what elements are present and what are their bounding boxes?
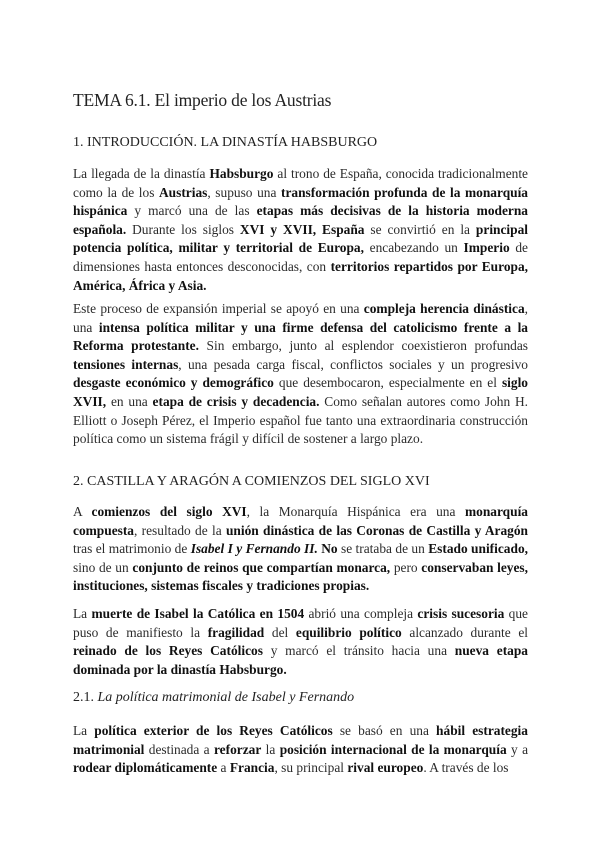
emphasis-text: Francia [229,760,275,776]
body-text: La llegada de la dinastía [73,166,210,181]
body-text: que puso de manifiesto la [73,606,528,640]
body-text: , una [73,301,528,335]
body-text: que desembocaron, especialmente en el [273,375,502,391]
emphasis-text: equilibrio político [295,624,402,640]
body-text: a [217,760,230,776]
emphasis-text: crisis sucesoria [417,606,505,621]
body-text: , la Monarquía Hispánica era una [246,504,465,519]
emphasis-text: Austrias [159,184,208,200]
body-text: se basó en una [332,723,437,738]
subsection-number: 2.1. [73,690,94,705]
body-text: y marcó el tránsito hacia una [262,643,455,659]
emphasis-text: política exterior de los Reyes Católicos [94,723,333,738]
paragraph-introduction-2 [73,300,528,449]
emphasis-text: rodear diplomáticamente [73,760,218,776]
body-text: . A través de los [423,760,509,776]
body-text: , resultado de la [134,522,226,538]
body-text: Como señalan autores como John H. Elliott o Joseph Pérez, el Imperio español fue tanto una extraordinaria construcción política como un sistema frágil y difícil de sostener a largo plazo. [73,393,528,447]
emphasis-text: intensa política militar y una firme defensa del catolicismo frente a la Reforma protestante. [73,319,529,354]
emphasis-text: No [321,541,338,557]
emphasis-text: XVI y XVII, España [239,221,365,237]
body-text: alcanzado durante el [401,624,528,640]
body-text: Sin embargo, junto al esplendor coexistieron profundas [198,338,529,354]
subsection-heading-politica-matrimonial [73,690,354,706]
body-text: se trataba de un [337,541,429,557]
emphasis-text: fragilidad [207,624,265,640]
emphasis-text: conjunto de reinos que compartían monarca, [132,559,391,575]
body-text: en una [106,393,153,409]
subsection-title: La política matrimonial de Isabel y Fernando [97,690,355,705]
body-text: y a [506,741,529,757]
body-text: destinada a [144,741,214,757]
emphasis-text: principal potencia política, militar y territorial de Europa, [73,221,529,256]
paragraph-introduction-1 [73,165,528,295]
body-text: sino de un [73,559,133,575]
emphasis-text: hábil estrategia matrimonial [73,723,528,757]
emphasis-text: tensiones internas [73,356,179,372]
body-text: del [264,624,296,640]
paragraph-castilla-aragon-1 [73,503,528,596]
emphasis-text: posición internacional de la monarquía [279,741,507,757]
paragraph-castilla-aragon-2 [73,605,528,679]
section-heading-castilla-aragon: 2. CASTILLA Y ARAGÓN A COMIENZOS DEL SIGLO XVI [73,474,430,489]
body-text: Este proceso de expansión imperial se apoyó en una [73,301,364,316]
emphasis-text: rival europeo [347,760,424,776]
emphasis-text: reinado de los Reyes Católicos [73,643,263,659]
body-text: , su principal [274,760,348,776]
body-text: se convirtió en la [364,221,476,237]
body-text: abrió una compleja [304,606,418,621]
emphasis-text: etapa de crisis y decadencia. [152,393,320,409]
emphasis-text: monarquía compuesta [73,504,528,538]
emphasis-text: etapas más decisivas de la historia moderna española. [73,203,528,237]
body-text: y marcó una de las [127,203,257,219]
body-text: tras el matrimonio de [73,541,191,557]
section-heading-introduction: 1. INTRODUCCIÓN. LA DINASTÍA HABSBURGO [73,135,378,150]
body-text: La [73,723,95,738]
body-text: , supuso una [207,184,282,200]
emphasis-text: comienzos del siglo XVI [91,504,247,519]
emphasis-text: reforzar [213,741,262,757]
emphasis-text: unión dinástica de las Coronas de Castilla y Aragón [225,522,528,538]
emphasis-text: muerte de Isabel la Católica en 1504 [91,606,305,621]
emphasis-text: compleja herencia dinástica [363,301,525,316]
body-text: la [261,741,280,757]
emphasis-text: conservaban leyes, instituciones, sistemas fiscales y tradiciones propias. [73,559,528,594]
emphasis-text: territorios repartidos por Europa, América, África y Asia. [73,258,528,293]
body-text: , una pesada carga fiscal, conflictos sociales y un progresivo [178,356,528,372]
body-text: A [73,504,92,519]
body-text: Durante los siglos [126,221,240,237]
body-text: al trono de España, conocida tradicionalmente como la de los [73,166,528,200]
emphasis-text: Imperio [463,240,510,256]
emphasis-text: siglo XVII, [73,375,528,409]
emphasis-text: Isabel I y Fernando II. [190,541,318,557]
body-text: pero [390,559,422,575]
body-text: encabezando un [363,240,464,256]
paragraph-politica-matrimonial-1 [73,722,528,778]
emphasis-text: Estado unificado, [428,541,528,557]
body-text: La [73,606,92,621]
page-title: TEMA 6.1. El imperio de los Austrias [73,90,332,110]
emphasis-text: nueva etapa dominada por la dinastía Habsburgo. [73,643,528,677]
emphasis-text: transformación profunda de la monarquía hispánica [73,184,528,219]
body-text: de dimensiones hasta entonces desconocidas, con [73,240,528,274]
emphasis-text: Habsburgo [209,166,274,181]
emphasis-text: desgaste económico y demográfico [73,375,274,391]
